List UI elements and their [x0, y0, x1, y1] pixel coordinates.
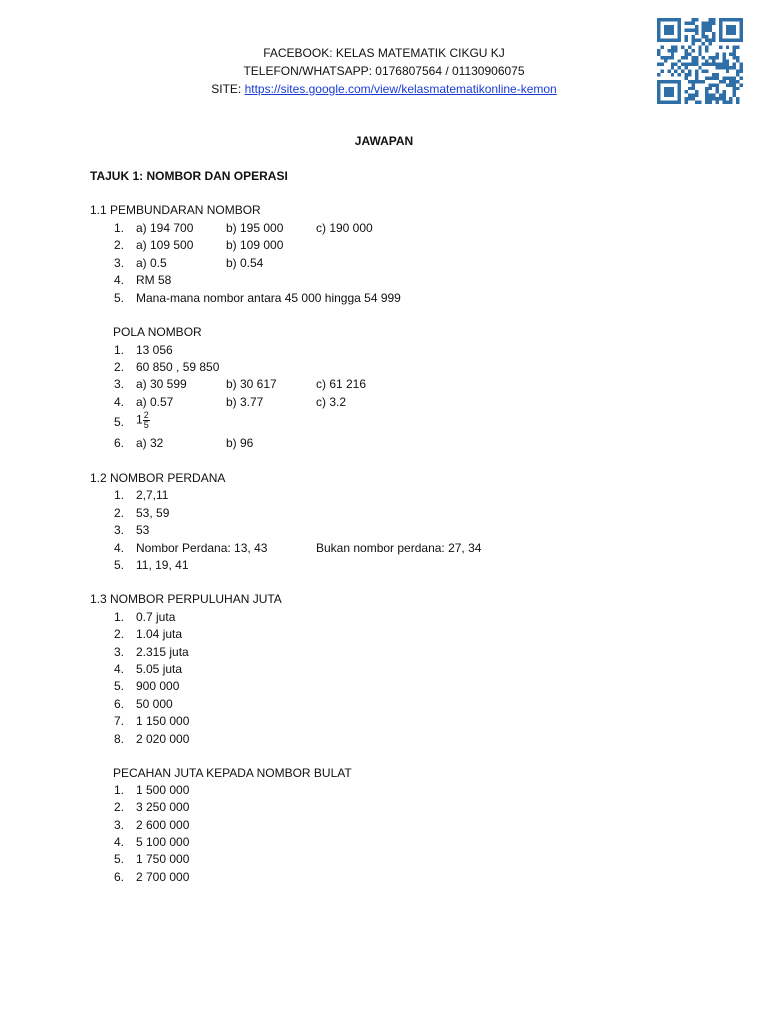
answer-a: RM 58 [136, 273, 172, 287]
list-number: 3. [113, 645, 124, 659]
list-number: 8. [113, 732, 124, 746]
answer-b: b) 0.54 [226, 256, 264, 270]
answer-a: 1 150 000 [136, 714, 190, 728]
answer-a: a) 30 599 [136, 377, 187, 391]
list-number: 4. [113, 835, 124, 849]
answer-a: a) 109 500 [136, 238, 194, 252]
header-site [0, 82, 768, 96]
list-number: 3. [113, 377, 124, 391]
list-number: 1. [113, 783, 124, 797]
list-number: 5. [113, 852, 124, 866]
list-number: 7. [113, 714, 124, 728]
fraction-numerator: 2 [143, 410, 149, 420]
answer-a: 1 500 000 [136, 783, 190, 797]
answer-a: 2 700 000 [136, 870, 190, 884]
answer-c: c) 190 000 [316, 221, 373, 235]
site-link[interactable]: https://sites.google.com/view/kelasmatematikonline-kemon [244, 82, 557, 96]
list-number: 3. [113, 256, 124, 270]
answer-b: b) 109 000 [226, 238, 284, 252]
list-number: 2. [113, 360, 124, 374]
answer-c: c) 3.2 [316, 395, 347, 409]
list-number: 4. [113, 273, 124, 287]
fraction-denominator: 5 [143, 420, 149, 430]
list-number: 1. [113, 221, 124, 235]
answer-a: 1 750 000 [136, 852, 190, 866]
answer-a: 60 850 , 59 850 [136, 360, 220, 374]
header-telefon: TELEFON/WHATSAPP: 0176807564 / 01130906075 [243, 64, 525, 78]
list-number: 6. [113, 436, 124, 450]
answer-a: 3 250 000 [136, 800, 190, 814]
answer-a: 900 000 [136, 679, 180, 693]
section-heading-1-1: 1.1 PEMBUNDARAN NOMBOR [90, 203, 261, 217]
answer-a: 2 600 000 [136, 818, 190, 832]
list-number: 3. [113, 818, 124, 832]
list-number: 1. [113, 488, 124, 502]
list-number: 5. [113, 291, 124, 305]
list-number: 3. [113, 523, 124, 537]
answer-a: 5.05 juta [136, 662, 183, 676]
answer-a: 2,7,11 [136, 488, 169, 502]
answer-a: 50 000 [136, 697, 173, 711]
answer-a: Nombor Perdana: 13, 43 [136, 541, 268, 555]
answer-b: b) 96 [226, 436, 254, 450]
list-number: 5. [113, 679, 124, 693]
answer-a: a) 194 700 [136, 221, 194, 235]
answer-a: 53 [136, 523, 150, 537]
answer-a: a) 0.57 [136, 395, 174, 409]
answer-a: 5 100 000 [136, 835, 190, 849]
mixed-fraction [136, 411, 150, 430]
list-number: 2. [113, 238, 124, 252]
answer-a: 13 056 [136, 343, 173, 357]
answer-a: 2.315 juta [136, 645, 189, 659]
answer-b: b) 30 617 [226, 377, 277, 391]
list-number: 2. [113, 800, 124, 814]
section-heading-pola: POLA NOMBOR [113, 325, 202, 339]
answer-c: Bukan nombor perdana: 27, 34 [316, 541, 482, 555]
answer-a: a) 0.5 [136, 256, 167, 270]
fraction-whole: 1 [136, 412, 143, 427]
list-number: 4. [113, 662, 124, 676]
list-number: 5. [113, 558, 124, 572]
answer-b: b) 3.77 [226, 395, 264, 409]
list-number: 2. [113, 627, 124, 641]
list-number: 4. [113, 395, 124, 409]
answer-a: 2 020 000 [136, 732, 190, 746]
section-heading-1-3: 1.3 NOMBOR PERPULUHAN JUTA [90, 592, 282, 606]
site-label: SITE: [211, 82, 245, 96]
list-number: 1. [113, 610, 124, 624]
answer-a: 0.7 juta [136, 610, 176, 624]
answer-a: 53, 59 [136, 506, 170, 520]
answer-a: Mana-mana nombor antara 45 000 hingga 54 999 [136, 291, 401, 305]
qr-code-image [657, 18, 743, 104]
section-heading-1-2: 1.2 NOMBOR PERDANA [90, 471, 226, 485]
list-number: 6. [113, 870, 124, 884]
list-number: 4. [113, 541, 124, 555]
answer-a: 11, 19, 41 [136, 558, 189, 572]
answer-b: b) 195 000 [226, 221, 284, 235]
topic-heading: TAJUK 1: NOMBOR DAN OPERASI [90, 169, 288, 183]
answer-a: a) 32 [136, 436, 164, 450]
list-number: 1. [113, 343, 124, 357]
page-title: JAWAPAN [354, 134, 414, 148]
list-number: 2. [113, 506, 124, 520]
header-facebook: FACEBOOK: KELAS MATEMATIK CIKGU KJ [263, 46, 505, 60]
answer-c: c) 61 216 [316, 377, 367, 391]
list-number: 6. [113, 697, 124, 711]
fraction [143, 411, 150, 430]
list-number: 5. [113, 415, 124, 429]
section-heading-pecahan: PECAHAN JUTA KEPADA NOMBOR BULAT [113, 766, 352, 780]
answer-a: 1.04 juta [136, 627, 183, 641]
